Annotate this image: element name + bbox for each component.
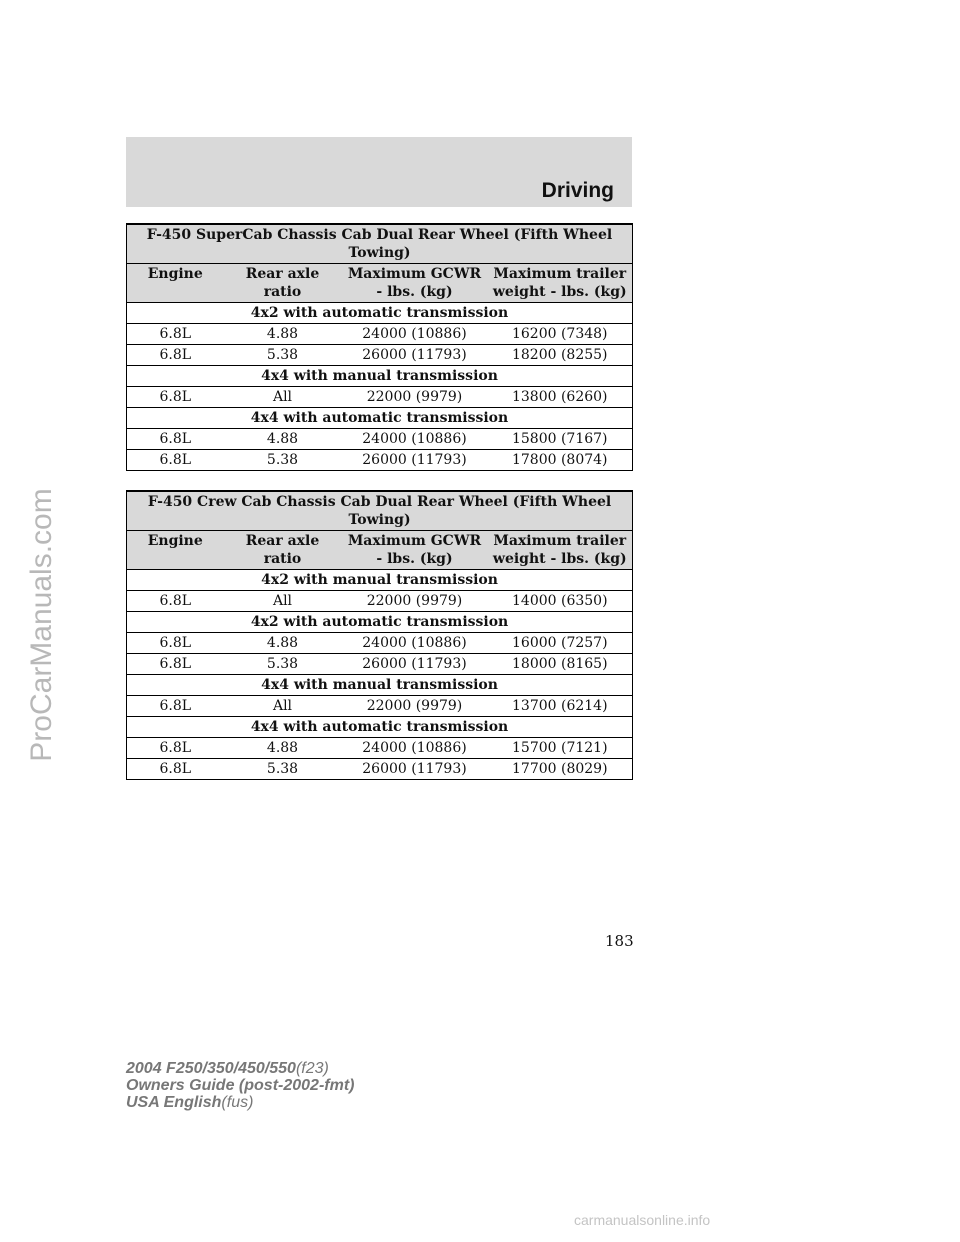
towing-table-supercab (126, 223, 633, 471)
table-cell: 26000 (11793) (342, 759, 488, 780)
table-row (127, 738, 633, 759)
table-title-row (127, 224, 633, 264)
table-cell: 24000 (10886) (342, 738, 488, 759)
table-cell: 6.8L (127, 759, 224, 780)
table-cell: 26000 (11793) (342, 654, 488, 675)
table-cell: 17800 (8074) (488, 450, 633, 471)
table-row (127, 324, 633, 345)
table-cell: 5.38 (224, 759, 342, 780)
table-cell: All (224, 591, 342, 612)
group-header-row (127, 717, 633, 738)
table-cell: 6.8L (127, 324, 224, 345)
table-cell: 18000 (8165) (488, 654, 633, 675)
table-cell: 26000 (11793) (342, 450, 488, 471)
table-cell: 4.88 (224, 738, 342, 759)
column-header: Maximum GCWR - lbs. (kg) (342, 264, 488, 303)
table-cell: 16000 (7257) (488, 633, 633, 654)
column-header: Maximum trailer weight - lbs. (kg) (488, 531, 633, 570)
table-header-row (127, 264, 633, 303)
group-label: 4x4 with automatic transmission (127, 717, 633, 738)
group-header-row (127, 303, 633, 324)
table-cell: 17700 (8029) (488, 759, 633, 780)
table-cell: 6.8L (127, 654, 224, 675)
section-title: Driving (541, 179, 614, 202)
section-header-band (126, 137, 632, 207)
footer-model: 2004 F250/350/450/550 (126, 1060, 296, 1077)
table-cell: 6.8L (127, 429, 224, 450)
group-label: 4x4 with manual transmission (127, 366, 633, 387)
table-row (127, 696, 633, 717)
table-cell: 18200 (8255) (488, 345, 633, 366)
footer-language: USA English (126, 1094, 222, 1111)
table-cell: 15800 (7167) (488, 429, 633, 450)
column-header: Maximum trailer weight - lbs. (kg) (488, 264, 633, 303)
table-cell: 13700 (6214) (488, 696, 633, 717)
group-label: 4x4 with manual transmission (127, 675, 633, 696)
group-header-row (127, 612, 633, 633)
table-row (127, 345, 633, 366)
table-row (127, 387, 633, 408)
column-header: Engine (127, 531, 224, 570)
table-cell: 26000 (11793) (342, 345, 488, 366)
group-header-row (127, 675, 633, 696)
table-cell: 22000 (9979) (342, 387, 488, 408)
document-footer (126, 1060, 354, 1111)
bottom-watermark: carmanualsonline.info (574, 1212, 711, 1228)
table-row (127, 759, 633, 780)
column-header: Engine (127, 264, 224, 303)
table-row (127, 429, 633, 450)
table-cell: 14000 (6350) (488, 591, 633, 612)
table-row (127, 633, 633, 654)
group-label: 4x4 with automatic transmission (127, 408, 633, 429)
table-title-row (127, 491, 633, 531)
table-cell: All (224, 696, 342, 717)
table-cell: 22000 (9979) (342, 591, 488, 612)
column-header: Maximum GCWR - lbs. (kg) (342, 531, 488, 570)
table-cell: 15700 (7121) (488, 738, 633, 759)
group-header-row (127, 366, 633, 387)
towing-table-crewcab (126, 490, 633, 780)
table-cell: 4.88 (224, 633, 342, 654)
table-cell: 24000 (10886) (342, 324, 488, 345)
table-cell: 6.8L (127, 450, 224, 471)
table-cell: 24000 (10886) (342, 633, 488, 654)
footer-model-code: (f23) (295, 1060, 329, 1077)
side-watermark (22, 380, 62, 870)
table-row (127, 654, 633, 675)
table-cell: 4.88 (224, 324, 342, 345)
group-label: 4x2 with manual transmission (127, 570, 633, 591)
page-number: 183 (605, 932, 634, 950)
table-cell: 6.8L (127, 738, 224, 759)
group-label: 4x2 with automatic transmission (127, 612, 633, 633)
table-cell: 4.88 (224, 429, 342, 450)
table-title: F-450 Crew Cab Chassis Cab Dual Rear Wheel (Fifth Wheel Towing) (127, 491, 633, 531)
footer-guide: Owners Guide (post-2002-fmt) (126, 1077, 355, 1094)
table-cell: 24000 (10886) (342, 429, 488, 450)
table-row (127, 450, 633, 471)
table-cell: 13800 (6260) (488, 387, 633, 408)
table-cell: 5.38 (224, 345, 342, 366)
table-cell: 22000 (9979) (342, 696, 488, 717)
table-cell: 16200 (7348) (488, 324, 633, 345)
footer-language-code: (fus) (221, 1094, 254, 1111)
table-cell: 6.8L (127, 345, 224, 366)
group-header-row (127, 408, 633, 429)
table-cell: 6.8L (127, 696, 224, 717)
column-header: Rear axle ratio (224, 531, 342, 570)
table-row (127, 591, 633, 612)
table-title: F-450 SuperCab Chassis Cab Dual Rear Wheel (Fifth Wheel Towing) (127, 224, 633, 264)
side-watermark-text: ProCarManuals.com (25, 488, 58, 762)
table-header-row (127, 531, 633, 570)
table-cell: All (224, 387, 342, 408)
table-cell: 6.8L (127, 591, 224, 612)
table-cell: 6.8L (127, 633, 224, 654)
group-header-row (127, 570, 633, 591)
group-label: 4x2 with automatic transmission (127, 303, 633, 324)
table-cell: 5.38 (224, 450, 342, 471)
column-header: Rear axle ratio (224, 264, 342, 303)
table-cell: 6.8L (127, 387, 224, 408)
table-cell: 5.38 (224, 654, 342, 675)
